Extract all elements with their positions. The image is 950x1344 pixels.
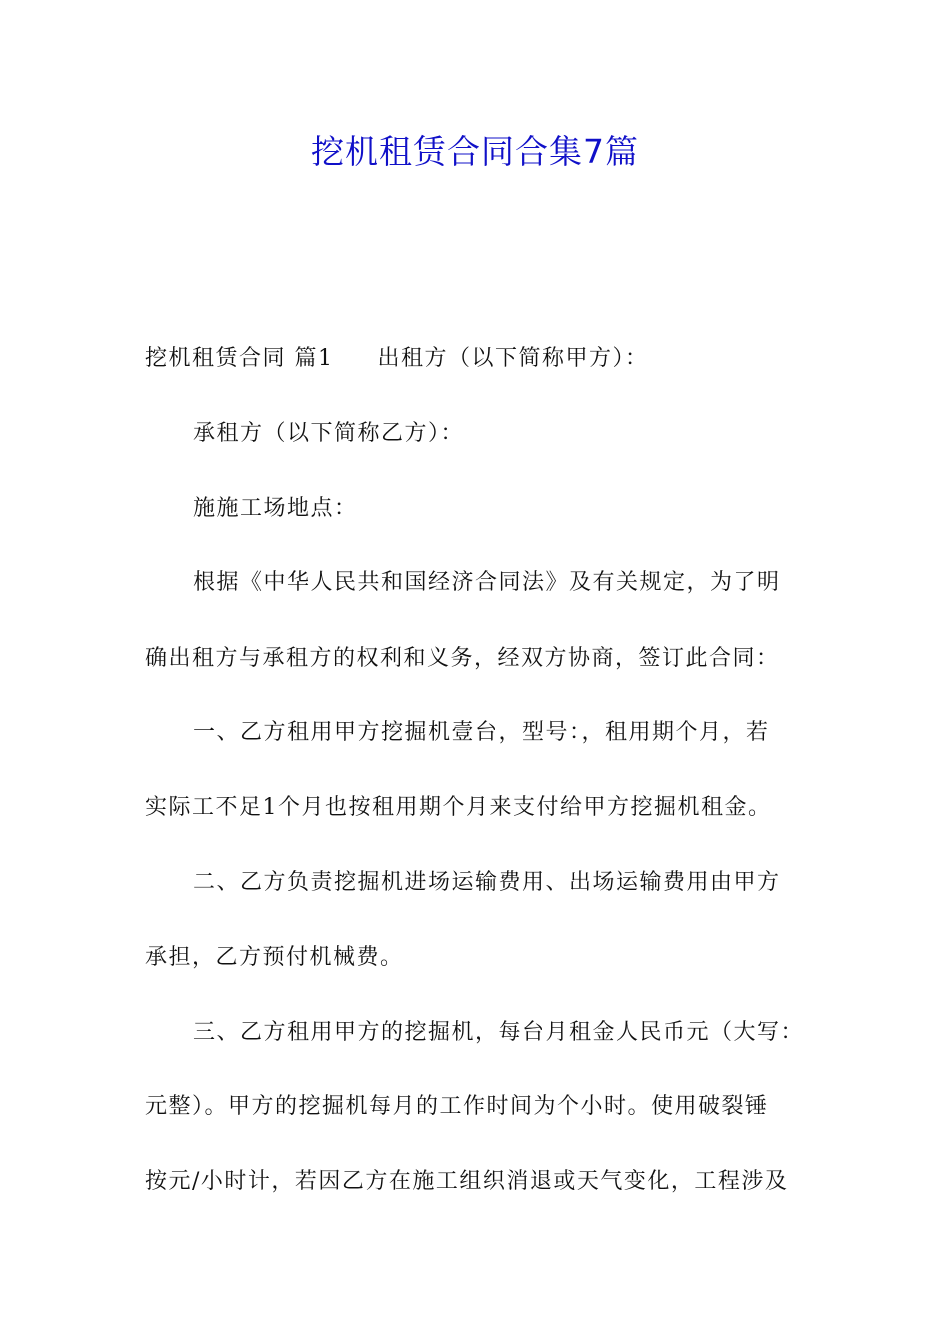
paragraph-line bbox=[145, 342, 825, 376]
section-heading: 挖机租赁合同 篇1 bbox=[145, 346, 334, 371]
paragraph-line: 根据《中华人民共和国经济合同法》及有关规定，为了明 bbox=[193, 570, 781, 595]
clause-three: 三、乙方租用甲方的挖掘机，每台月租金人民币元（大写： bbox=[193, 1020, 805, 1045]
clause-one: 一、乙方租用甲方挖掘机壹台，型号：，租用期个月，若 bbox=[193, 720, 770, 745]
paragraph-line: 确出租方与承租方的权利和义务，经双方协商，签订此合同： bbox=[145, 646, 780, 671]
site-location-label: 施施工场地点： bbox=[193, 496, 358, 521]
paragraph-line: 按元/小时计，若因乙方在施工组织消退或天气变化，工程涉及 bbox=[145, 1169, 789, 1194]
paragraph-line: 承担，乙方预付机械费。 bbox=[145, 945, 404, 970]
paragraph-line: 元整）。甲方的挖掘机每月的工作时间为个小时。使用破裂锤 bbox=[145, 1094, 769, 1119]
clause-two: 二、乙方负责挖掘机进场运输费用、出场运输费用由甲方 bbox=[193, 870, 781, 895]
paragraph-line: 实际工不足1个月也按租用期个月来支付给甲方挖掘机租金。 bbox=[145, 795, 772, 820]
lessee-label: 承租方（以下简称乙方）： bbox=[193, 421, 465, 446]
lessor-label: 出租方（以下简称甲方）： bbox=[377, 346, 649, 371]
document-title: 挖机租赁合同合集7篇 bbox=[311, 132, 639, 171]
